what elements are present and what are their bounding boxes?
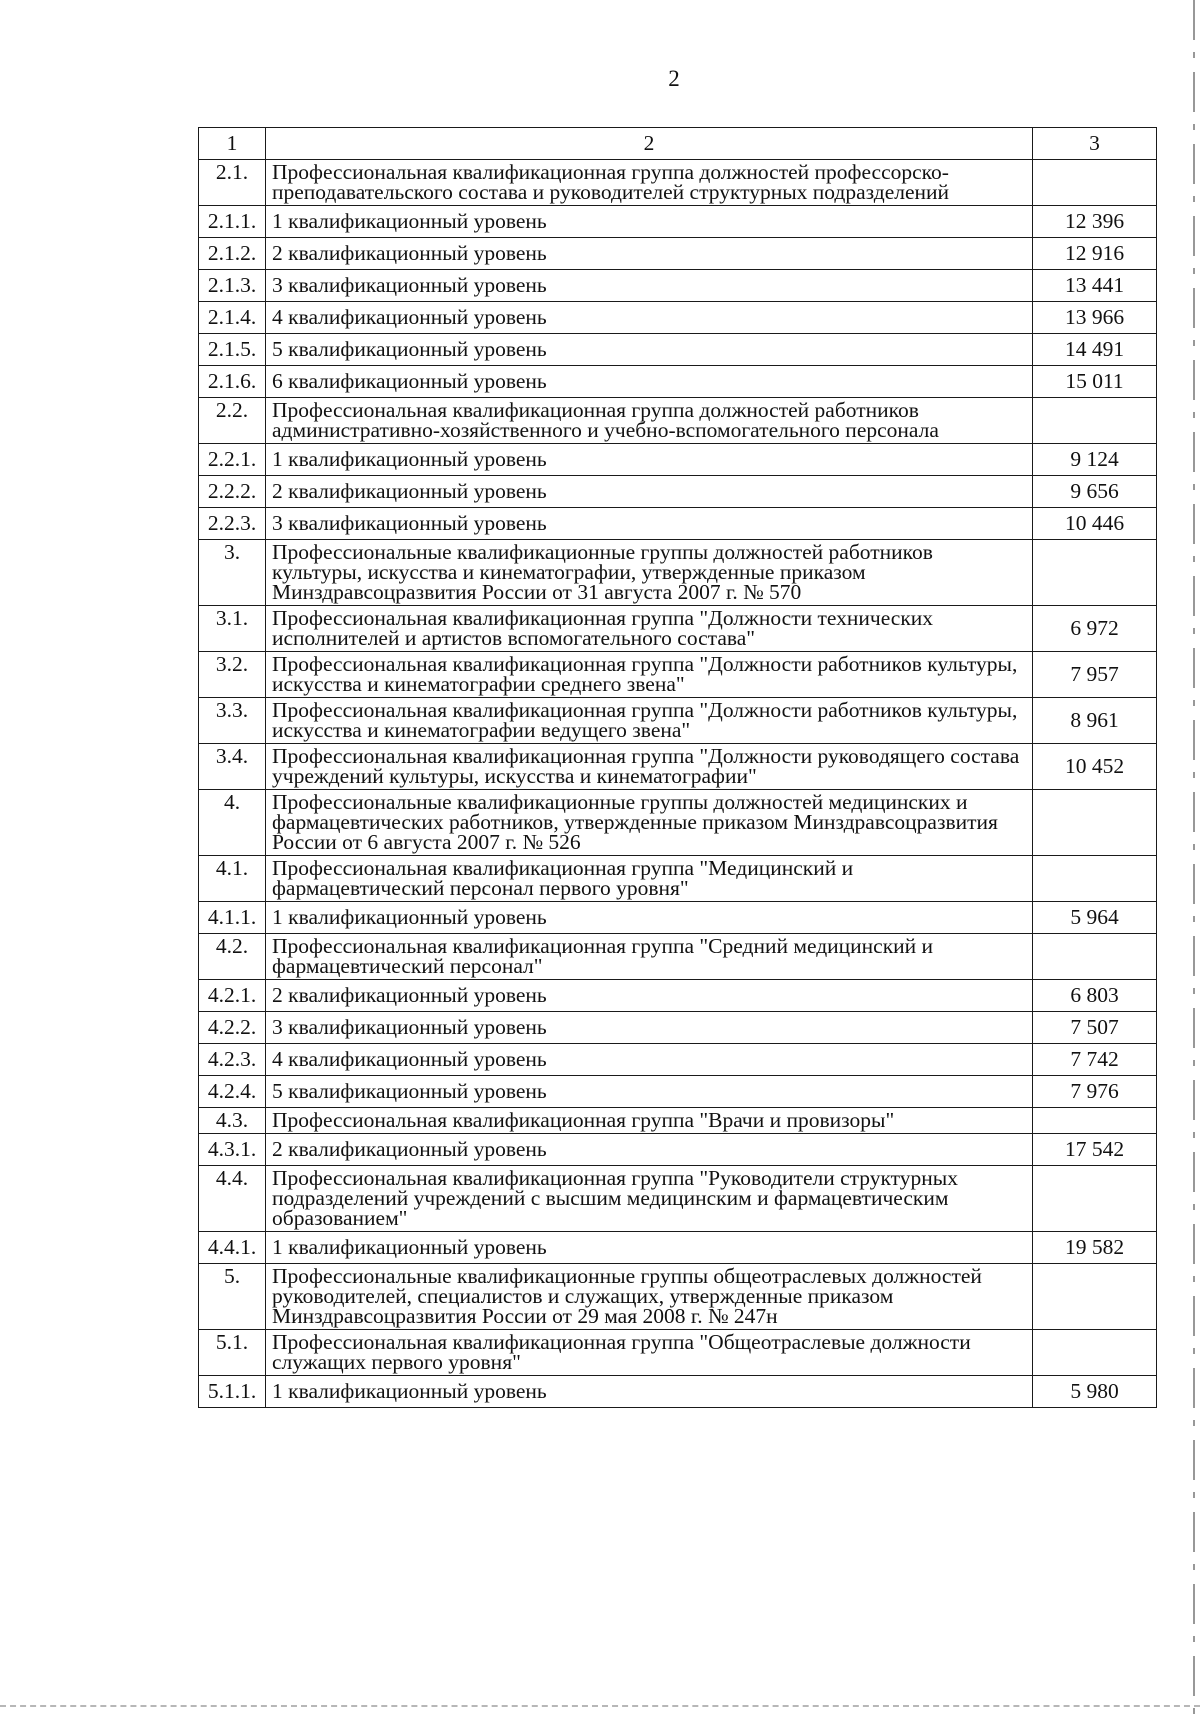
row-description: Профессиональная квалификационная группа должностей профессорско-преподавательского состава и руководителей структурных подразделений — [266, 160, 1033, 206]
row-number: 4.3.1. — [199, 1134, 266, 1166]
row-salary-value: 12 396 — [1033, 206, 1157, 238]
row-salary-value: 6 803 — [1033, 980, 1157, 1012]
table-row — [199, 1012, 1157, 1044]
table-row — [199, 160, 1157, 206]
row-salary-value: 15 011 — [1033, 366, 1157, 398]
row-description: Профессиональные квалификационные группы должностей работников культуры, искусства и кинематографии, утвержденные приказом Минздравсоцразвития России от 31 августа 2007 г. № 570 — [266, 540, 1033, 606]
table-row — [199, 980, 1157, 1012]
row-number: 4.4.1. — [199, 1232, 266, 1264]
row-salary-value — [1033, 1330, 1157, 1376]
row-description: 2 квалификационный уровень — [266, 1134, 1033, 1166]
row-number: 2.1.6. — [199, 366, 266, 398]
row-number: 2.1.2. — [199, 238, 266, 270]
row-number: 2.1. — [199, 160, 266, 206]
row-salary-value — [1033, 856, 1157, 902]
table-row — [199, 1232, 1157, 1264]
row-number: 4.3. — [199, 1108, 266, 1134]
row-description: Профессиональная квалификационная группа "Должности работников культуры, искусства и кинематографии среднего звена" — [266, 652, 1033, 698]
row-number: 3. — [199, 540, 266, 606]
scan-bottom-artifact — [0, 1705, 1200, 1710]
row-number: 4.2. — [199, 934, 266, 980]
table-row — [199, 334, 1157, 366]
row-salary-value: 8 961 — [1033, 698, 1157, 744]
row-number: 2.2.3. — [199, 508, 266, 540]
table-row — [199, 476, 1157, 508]
table-row — [199, 744, 1157, 790]
table-row — [199, 206, 1157, 238]
row-description: 3 квалификационный уровень — [266, 1012, 1033, 1044]
row-salary-value: 17 542 — [1033, 1134, 1157, 1166]
table-row — [199, 902, 1157, 934]
header-col-3: 3 — [1033, 128, 1157, 160]
row-description: 6 квалификационный уровень — [266, 366, 1033, 398]
row-salary-value — [1033, 1264, 1157, 1330]
row-description: Профессиональная квалификационная группа "Должности руководящего состава учреждений культуры, искусства и кинематографии" — [266, 744, 1033, 790]
row-description: 1 квалификационный уровень — [266, 1376, 1033, 1408]
row-salary-value: 5 964 — [1033, 902, 1157, 934]
row-salary-value: 10 452 — [1033, 744, 1157, 790]
table-row — [199, 1134, 1157, 1166]
scan-edge-artifact — [1148, 0, 1200, 1716]
row-number: 4.2.1. — [199, 980, 266, 1012]
row-salary-value: 6 972 — [1033, 606, 1157, 652]
row-description: 3 квалификационный уровень — [266, 270, 1033, 302]
table-row — [199, 1076, 1157, 1108]
row-number: 4.1. — [199, 856, 266, 902]
row-salary-value — [1033, 1108, 1157, 1134]
table-row — [199, 366, 1157, 398]
table-row — [199, 856, 1157, 902]
row-number: 4.2.2. — [199, 1012, 266, 1044]
row-number: 2.2.2. — [199, 476, 266, 508]
row-salary-value: 7 507 — [1033, 1012, 1157, 1044]
row-number: 2.1.1. — [199, 206, 266, 238]
row-number: 4.2.4. — [199, 1076, 266, 1108]
table-row — [199, 698, 1157, 744]
row-description: Профессиональная квалификационная группа "Руководители структурных подразделений учреждений с высшим медицинским и фармацевтическим образованием" — [266, 1166, 1033, 1232]
row-description: 4 квалификационный уровень — [266, 1044, 1033, 1076]
row-description: 3 квалификационный уровень — [266, 508, 1033, 540]
table-body — [199, 160, 1157, 1408]
row-salary-value: 7 976 — [1033, 1076, 1157, 1108]
row-number: 2.1.4. — [199, 302, 266, 334]
table-row — [199, 398, 1157, 444]
row-number: 2.1.5. — [199, 334, 266, 366]
row-description: 5 квалификационный уровень — [266, 1076, 1033, 1108]
row-salary-value — [1033, 1166, 1157, 1232]
row-salary-value — [1033, 934, 1157, 980]
table-row — [199, 270, 1157, 302]
table-row — [199, 1264, 1157, 1330]
row-description: 1 квалификационный уровень — [266, 1232, 1033, 1264]
salary-table — [198, 127, 1157, 1408]
header-col-2: 2 — [266, 128, 1033, 160]
row-description: 2 квалификационный уровень — [266, 476, 1033, 508]
row-number: 5. — [199, 1264, 266, 1330]
row-description: 1 квалификационный уровень — [266, 206, 1033, 238]
table-row — [199, 444, 1157, 476]
table-row — [199, 1166, 1157, 1232]
row-salary-value: 13 966 — [1033, 302, 1157, 334]
table-row — [199, 1044, 1157, 1076]
row-salary-value: 7 742 — [1033, 1044, 1157, 1076]
row-number: 2.2.1. — [199, 444, 266, 476]
row-number: 4.4. — [199, 1166, 266, 1232]
row-number: 2.2. — [199, 398, 266, 444]
row-description: Профессиональная квалификационная группа "Врачи и провизоры" — [266, 1108, 1033, 1134]
row-number: 3.1. — [199, 606, 266, 652]
row-description: Профессиональная квалификационная группа "Медицинский и фармацевтический персонал первого уровня" — [266, 856, 1033, 902]
row-description: Профессиональные квалификационные группы общеотраслевых должностей руководителей, специалистов и служащих, утвержденные приказом Минздравсоцразвития России от 29 мая 2008 г. № 247н — [266, 1264, 1033, 1330]
row-description: Профессиональная квалификационная группа "Общеотраслевые должности служащих первого уровня" — [266, 1330, 1033, 1376]
row-salary-value — [1033, 540, 1157, 606]
row-description: 4 квалификационный уровень — [266, 302, 1033, 334]
row-description: 5 квалификационный уровень — [266, 334, 1033, 366]
table-header-row — [199, 128, 1157, 160]
row-salary-value: 10 446 — [1033, 508, 1157, 540]
row-description: Профессиональная квалификационная группа "Должности технических исполнителей и артистов вспомогательного состава" — [266, 606, 1033, 652]
table-row — [199, 790, 1157, 856]
row-number: 4. — [199, 790, 266, 856]
row-salary-value — [1033, 790, 1157, 856]
row-number: 3.3. — [199, 698, 266, 744]
row-number: 4.2.3. — [199, 1044, 266, 1076]
row-description: Профессиональная квалификационная группа "Должности работников культуры, искусства и кинематографии ведущего звена" — [266, 698, 1033, 744]
row-salary-value: 19 582 — [1033, 1232, 1157, 1264]
header-col-1: 1 — [199, 128, 266, 160]
row-description: 2 квалификационный уровень — [266, 238, 1033, 270]
page-number: 2 — [668, 66, 680, 91]
row-number: 5.1.1. — [199, 1376, 266, 1408]
table-row — [199, 652, 1157, 698]
row-description: Профессиональная квалификационная группа должностей работников административно-хозяйственного и учебно-вспомогательного персонала — [266, 398, 1033, 444]
row-number: 3.4. — [199, 744, 266, 790]
table-row — [199, 934, 1157, 980]
row-salary-value — [1033, 160, 1157, 206]
row-number: 2.1.3. — [199, 270, 266, 302]
row-description: 2 квалификационный уровень — [266, 980, 1033, 1012]
row-number: 3.2. — [199, 652, 266, 698]
row-number: 5.1. — [199, 1330, 266, 1376]
row-description: Профессиональные квалификационные группы должностей медицинских и фармацевтических работников, утвержденные приказом Минздравсоцразвития России от 6 августа 2007 г. № 526 — [266, 790, 1033, 856]
table-row — [199, 540, 1157, 606]
row-description: Профессиональная квалификационная группа "Средний медицинский и фармацевтический персонал" — [266, 934, 1033, 980]
table-row — [199, 238, 1157, 270]
row-salary-value: 5 980 — [1033, 1376, 1157, 1408]
row-salary-value: 12 916 — [1033, 238, 1157, 270]
table-row — [199, 606, 1157, 652]
row-salary-value: 9 124 — [1033, 444, 1157, 476]
table-row — [199, 302, 1157, 334]
row-description: 1 квалификационный уровень — [266, 444, 1033, 476]
row-salary-value: 9 656 — [1033, 476, 1157, 508]
table-row — [199, 1376, 1157, 1408]
row-description: 1 квалификационный уровень — [266, 902, 1033, 934]
row-salary-value: 14 491 — [1033, 334, 1157, 366]
row-salary-value: 7 957 — [1033, 652, 1157, 698]
row-salary-value — [1033, 398, 1157, 444]
table-row — [199, 1330, 1157, 1376]
row-number: 4.1.1. — [199, 902, 266, 934]
row-salary-value: 13 441 — [1033, 270, 1157, 302]
table-row — [199, 1108, 1157, 1134]
table-row — [199, 508, 1157, 540]
